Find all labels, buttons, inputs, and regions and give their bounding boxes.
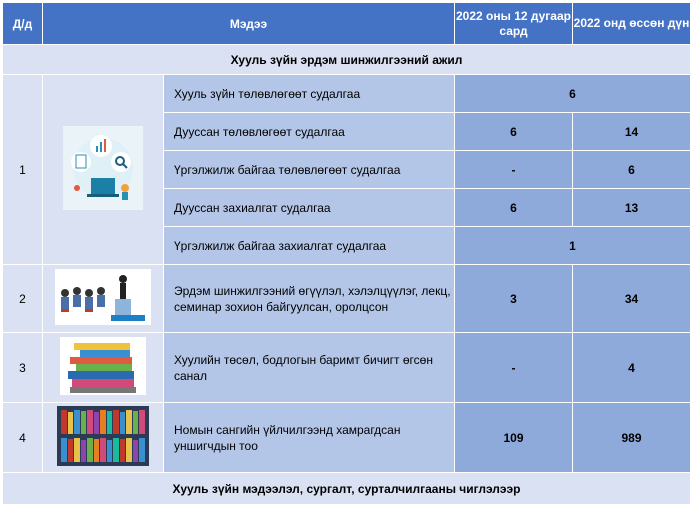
item-label: Үргэлжилж байгаа захиалгат судалгаа: [164, 227, 455, 265]
year-value: 14: [573, 113, 691, 151]
research-analytics-icon: [43, 75, 164, 265]
header-year-total: 2022 онд өссөн дүн: [573, 3, 691, 45]
year-value: 989: [573, 403, 691, 473]
december-value: 109: [455, 403, 573, 473]
december-value: 6: [455, 113, 573, 151]
december-value: -: [455, 333, 573, 403]
year-value: 6: [573, 151, 691, 189]
item-label: Хууль зүйн төлөвлөгөөт судалгаа: [164, 75, 455, 113]
row-number: 2: [3, 265, 43, 333]
item-label: Хуулийн төсөл, бодлогын баримт бичигт өгсөн санал: [164, 333, 455, 403]
conference-speaker-icon: [43, 265, 164, 333]
conference-speaker-icon-svg: [55, 269, 151, 325]
row-number: 1: [3, 75, 43, 265]
december-value: 6: [455, 189, 573, 227]
row-number: 3: [3, 333, 43, 403]
header-info: Мэдээ: [43, 3, 455, 45]
header-december: 2022 оны 12 дугаар сард: [455, 3, 573, 45]
library-shelves-icon: [43, 403, 164, 473]
item-label: Дууссан төлөвлөгөөт судалгаа: [164, 113, 455, 151]
book-stack-icon-svg: [60, 337, 146, 395]
merged-value: 1: [455, 227, 691, 265]
library-shelves-icon-svg: [57, 406, 149, 466]
section-title-information: Хууль зүйн мэдээлэл, сургалт, сурталчилгааны чиглэлээр: [3, 473, 691, 505]
statistics-table: [2, 2, 691, 505]
item-label: Үргэлжилж байгаа төлөвлөгөөт судалгаа: [164, 151, 455, 189]
december-value: -: [455, 151, 573, 189]
section-title-research: Хууль зүйн эрдэм шинжилгээний ажил: [3, 45, 691, 75]
item-label: Эрдэм шинжилгээний өгүүлэл, хэлэлцүүлэг, лекц, семинар зохион байгуулсан, оролцсон: [164, 265, 455, 333]
item-label: Номын сангийн үйлчилгээнд хамрагдсан уншигчдын тоо: [164, 403, 455, 473]
research-analytics-icon-svg: [63, 126, 143, 210]
year-value: 13: [573, 189, 691, 227]
merged-value: 6: [455, 75, 691, 113]
header-no: Д/д: [3, 3, 43, 45]
december-value: 3: [455, 265, 573, 333]
year-value: 34: [573, 265, 691, 333]
year-value: 4: [573, 333, 691, 403]
item-label: Дууссан захиалгат судалгаа: [164, 189, 455, 227]
row-number: 4: [3, 403, 43, 473]
book-stack-icon: [43, 333, 164, 403]
